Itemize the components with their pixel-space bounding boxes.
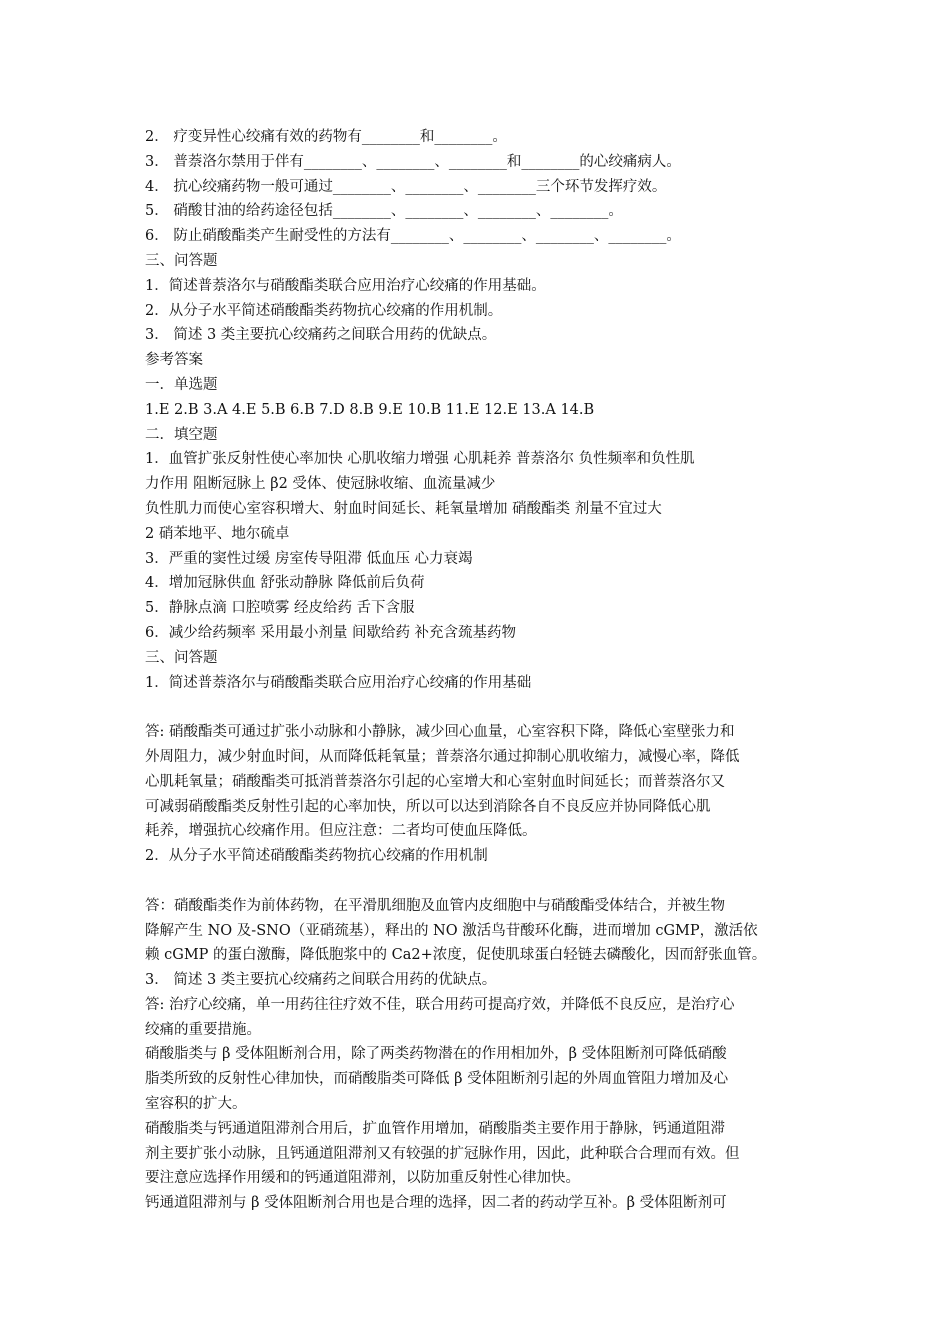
qa-answer-line: 赖 cGMP 的蛋白激酶，降低胞浆中的 Ca2+浓度，促使肌球蛋白轻链去磷酸化，因而舒张血管。	[145, 947, 767, 964]
fill-answer-line: 负性肌力而使心室容积增大、射血时间延长、耗氧量增加 硝酸酯类 剂量不宜过大	[145, 500, 662, 517]
blank-line	[145, 695, 815, 720]
qa-answer-line: 硝酸脂类与钙通道阻滞剂合用后，扩血管作用增加，硝酸脂类主要作用于静脉，钙通道阻滞	[145, 1120, 725, 1137]
qa-answer-line: 降解产生 NO 及-SNO（亚硝巯基），释出的 NO 激活鸟苷酸环化酶，进而增加 cGMP，激活依	[145, 922, 758, 939]
qa-answer-line: 答: 治疗心绞痛，单一用药往往疗效不佳，联合用药可提高疗效，并降低不良反应，是治疗心	[145, 996, 735, 1013]
qa-answer-line: 外周阻力，减少射血时间，从而降低耗氧量；普萘洛尔通过抑制心肌收缩力，减慢心率，降低	[145, 748, 740, 765]
qa-answer-line: 剂主要扩张小动脉，且钙通道阻滞剂又有较强的扩冠脉作用，因此，此种联合合理而有效。但	[145, 1145, 740, 1162]
qa-answer-line: 绞痛的重要措施。	[145, 1021, 261, 1038]
fill-in-question: 4． 抗心绞痛药物一般可通过________、________、________三个环节发挥疗效。	[145, 178, 667, 195]
fill-in-question: 5． 硝酸甘油的给药途径包括________、________、________、________。	[145, 203, 623, 220]
qa-answer-line: 要注意应选择作用缓和的钙通道阻滞剂，以防加重反射性心律加快。	[145, 1170, 580, 1187]
qa-question: 2．从分子水平简述硝酸酯类药物抗心绞痛的作用机制	[145, 848, 488, 865]
fill-answer-line: 4．增加冠脉供血 舒张动静脉 降低前后负荷	[145, 575, 425, 592]
qa-question: 1．简述普萘洛尔与硝酸酯类联合应用治疗心绞痛的作用基础	[145, 674, 532, 691]
qa-answer-line: 脂类所致的反射性心律加快，而硝酸脂类可降低 β 受体阻断剂引起的外周血管阻力增加及心	[145, 1071, 729, 1088]
document-page	[145, 125, 815, 1216]
fill-in-question: 6． 防止硝酸酯类产生耐受性的方法有________、________、________、________。	[145, 228, 681, 245]
section-heading: 三、问答题	[145, 649, 218, 666]
qa-answer-line: 可减弱硝酸酯类反射性引起的心率加快，所以可以达到消除各自不良反应并协同降低心肌	[145, 798, 711, 815]
fill-answer-line: 力作用 阻断冠脉上 β2 受体、使冠脉收缩、血流量减少	[145, 476, 496, 493]
qa-answer-line: 答：硝酸酯类作为前体药物，在平滑肌细胞及血管内皮细胞中与硝酸酯受体结合，并被生物	[145, 897, 725, 914]
fill-answer-line: 6．减少给药频率 采用最小剂量 间歇给药 补充含巯基药物	[145, 624, 517, 641]
essay-question: 3． 简述 3 类主要抗心绞痛药之间联合用药的优缺点。	[145, 327, 497, 344]
fill-answer-line: 3．严重的窦性过缓 房室传导阻滞 低血压 心力衰竭	[145, 550, 473, 567]
qa-answer-line: 硝酸脂类与 β 受体阻断剂合用，除了两类药物潜在的作用相加外，β 受体阻断剂可降低硝酸	[145, 1046, 727, 1063]
section-heading: 三、问答题	[145, 252, 218, 269]
essay-question: 1．简述普萘洛尔与硝酸酯类联合应用治疗心绞痛的作用基础。	[145, 277, 546, 294]
blank-line	[145, 869, 815, 894]
section-heading: 一．单选题	[145, 376, 218, 393]
section-heading: 二．填空题	[145, 426, 218, 443]
fill-in-question: 3． 普萘洛尔禁用于伴有________、________、________和________的心绞痛病人。	[145, 153, 681, 170]
fill-answer-line: 5．静脉点滴 口腔喷雾 经皮给药 舌下含服	[145, 600, 415, 617]
qa-answer-line: 钙通道阻滞剂与 β 受体阻断剂合用也是合理的选择，因二者的药动学互补。β 受体阻断剂可	[145, 1195, 727, 1212]
qa-answer-line: 耗养，增强抗心绞痛作用。但应注意：二者均可使血压降低。	[145, 823, 537, 840]
fill-answer-line: 1．血管扩张反射性使心率加快 心肌收缩力增强 心肌耗养 普萘洛尔 负性频率和负性肌	[145, 451, 695, 468]
qa-answer-line: 室容积的扩大。	[145, 1096, 247, 1113]
qa-question: 3． 简述 3 类主要抗心绞痛药之间联合用药的优缺点。	[145, 972, 497, 989]
fill-in-question: 2． 疗变异性心绞痛有效的药物有________和________。	[145, 129, 507, 145]
answers-heading: 参考答案	[145, 352, 203, 369]
mc-answers: 1.E 2.B 3.A 4.E 5.B 6.B 7.D 8.B 9.E 10.B 11.E 12.E 13.A 14.B	[145, 401, 595, 418]
essay-question: 2．从分子水平简述硝酸酯类药物抗心绞痛的作用机制。	[145, 302, 503, 319]
fill-answer-line: 2 硝苯地平、地尔硫卓	[145, 525, 290, 542]
qa-answer-line: 心肌耗氧量；硝酸酯类可抵消普萘洛尔引起的心室增大和心室射血时间延长；而普萘洛尔又	[145, 773, 725, 790]
qa-answer-line: 答: 硝酸酯类可通过扩张小动脉和小静脉，减少回心血量，心室容积下降，降低心室壁张力和	[145, 724, 735, 741]
